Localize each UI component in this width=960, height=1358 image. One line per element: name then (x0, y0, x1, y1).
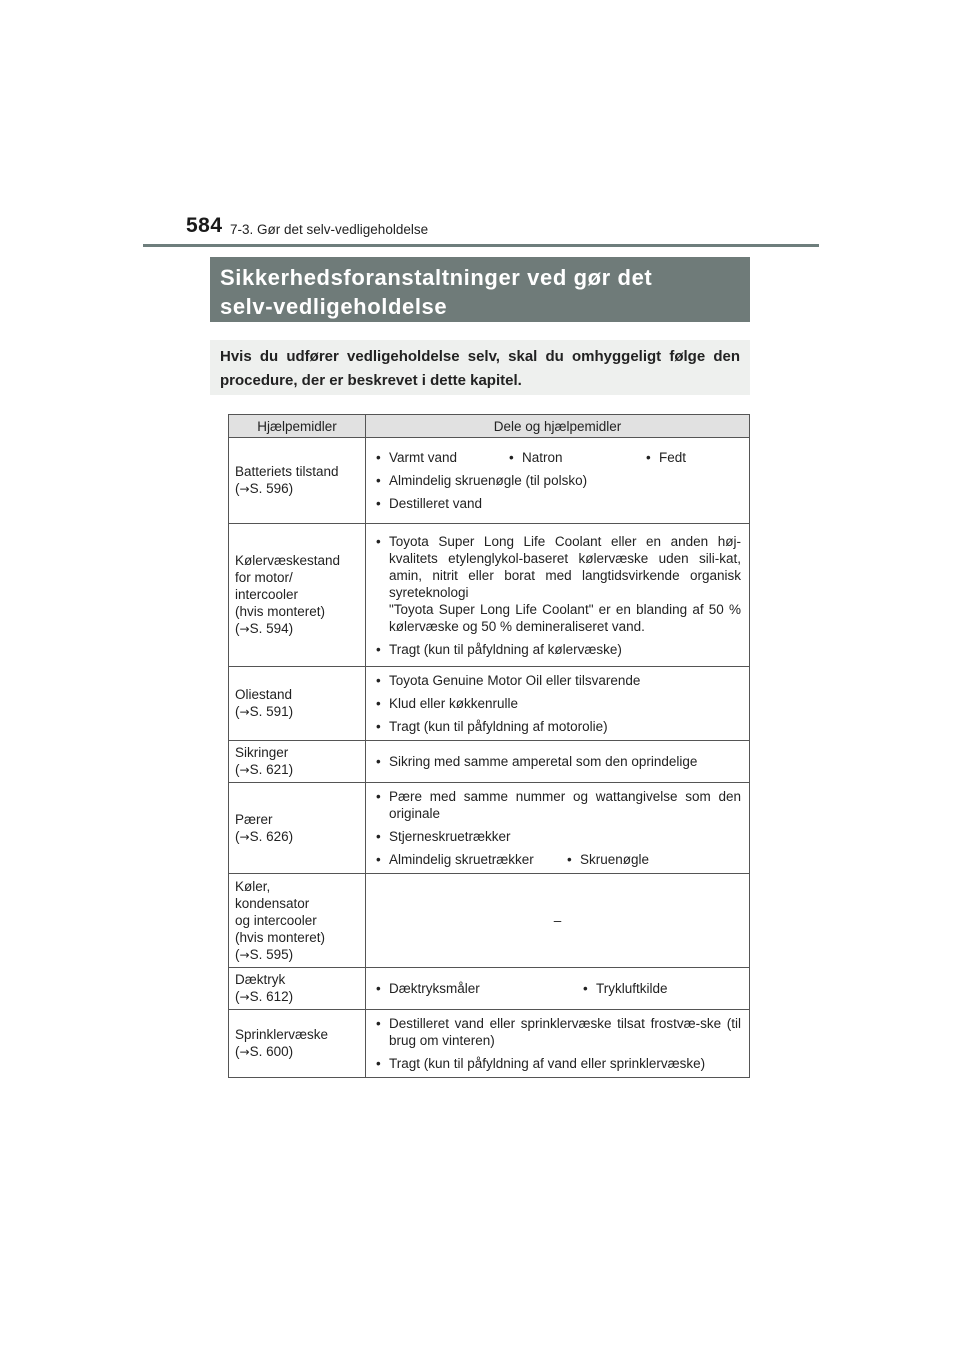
items-cell (366, 1010, 750, 1078)
category-label: Oliestand (235, 687, 293, 702)
items-cell (366, 667, 750, 741)
arrow-right-icon: → (239, 947, 250, 962)
table-header-row (229, 415, 750, 438)
table-row (229, 524, 750, 667)
list-item: • Varmt vand (374, 449, 507, 466)
arrow-right-icon: → (239, 763, 250, 777)
table-row (229, 1010, 750, 1078)
category-label: og intercooler (235, 912, 317, 928)
page-ref: (→S. 594) (235, 621, 294, 636)
list-item: • Destilleret vand (374, 495, 741, 512)
arrow-right-icon: → (239, 622, 250, 636)
category-label: for motor/ (235, 570, 293, 585)
items-cell (366, 741, 750, 783)
table-row (229, 741, 750, 783)
category-cell (229, 783, 366, 874)
table-row (229, 783, 750, 874)
page-ref-text: S. 626 (249, 828, 289, 844)
category-label: intercooler (235, 587, 299, 602)
list-item: • Sikring med samme amperetal som den oprindelige (374, 753, 741, 770)
items-cell (366, 783, 750, 874)
bullet-row (374, 851, 741, 868)
arrow-right-icon: → (239, 829, 250, 844)
header-divider (143, 244, 819, 247)
column-header-parts: Dele og hjælpemidler (366, 415, 750, 438)
section-title-line-2: selv-vedligeholdelse (220, 294, 448, 319)
section-header: 7-3. Gør det selv-vedligeholdelse (230, 222, 429, 237)
category-cell (229, 438, 366, 524)
list-item: • Skruenøgle (565, 851, 649, 868)
items-cell (366, 968, 750, 1010)
list-item: • Toyota Genuine Motor Oil eller tilsvarende (374, 672, 741, 689)
table-row (229, 438, 750, 524)
page-ref: (→S. 591) (235, 704, 294, 719)
page-number: 584 (186, 214, 223, 237)
page-ref-text: S. 596 (249, 481, 289, 496)
list-item: • Pære med samme nummer og wattangivelse som den originale (374, 788, 741, 822)
bullet-row (374, 980, 741, 997)
table-row (229, 968, 750, 1010)
list-item: • Trykluftkilde (581, 980, 668, 997)
list-item: • Klud eller køkkenrulle (374, 695, 741, 712)
arrow-right-icon: → (239, 990, 250, 1004)
page-ref: (→S. 621) (235, 762, 294, 777)
category-label: Sprinklervæske (235, 1027, 329, 1042)
list-item: • Dæktryksmåler (374, 980, 581, 997)
list-item: • Destilleret vand eller sprinklervæske tilsat frostvæ-ske (til brug om vinteren) (374, 1015, 741, 1049)
column-header-tools: Hjælpemidler (229, 415, 366, 438)
list-item: • Tragt (kun til påfyldning af motorolie) (374, 718, 741, 735)
category-label: Batteriets tilstand (235, 464, 339, 479)
page-ref: (→S. 595) (235, 946, 294, 962)
category-label: Køler, (235, 878, 271, 894)
category-label: Kølervæskestand (235, 553, 341, 568)
page-ref-text: S. 591 (249, 704, 289, 719)
list-item: • Almindelig skruenøgle (til polsko) (374, 472, 741, 489)
list-item: • Stjerneskruetrækker (374, 828, 741, 845)
arrow-right-icon: → (239, 482, 250, 496)
category-label: Sikringer (235, 745, 289, 760)
category-label: (hvis monteret) (235, 604, 326, 619)
category-label: Pærer (235, 811, 273, 827)
category-cell (229, 1010, 366, 1078)
page-ref: (→S. 612) (235, 989, 294, 1004)
bullet-row (374, 449, 741, 466)
category-label: Dæktryk (235, 972, 286, 987)
category-cell (229, 741, 366, 783)
intro-text: Hvis du udfører vedligeholdelse selv, skal du omhyggeligt følge den procedure, der er beskrevet i dette kapitel. (210, 340, 750, 395)
list-item-note: "Toyota Super Long Life Coolant" er en blanding af 50 % kølervæske og 50 % demineraliseret vand. (389, 601, 741, 634)
page-ref: (→S. 600) (235, 1044, 294, 1059)
section-title (210, 257, 750, 322)
page-ref: (→S. 626) (235, 828, 294, 844)
tools-table (228, 414, 750, 1078)
category-label: (hvis monteret) (235, 929, 326, 945)
category-cell (229, 667, 366, 741)
empty-cell: – (366, 874, 750, 968)
list-item: • Tragt (kun til påfyldning af kølervæske) (374, 641, 741, 658)
category-cell (229, 524, 366, 667)
table-row (229, 667, 750, 741)
page-ref: (→S. 596) (235, 481, 294, 496)
section-title-line-1: Sikkerhedsforanstaltninger ved gør det (220, 265, 653, 290)
category-label: kondensator (235, 895, 310, 911)
items-cell (366, 524, 750, 667)
page-ref-text: S. 612 (249, 989, 289, 1004)
arrow-right-icon: → (239, 705, 250, 719)
category-cell (229, 968, 366, 1010)
list-item: • Almindelig skruetrækker (374, 851, 565, 868)
list-item (374, 533, 741, 635)
table-row (229, 874, 750, 968)
page-ref-text: S. 595 (249, 946, 289, 962)
page-ref-text: S. 621 (249, 762, 289, 777)
items-cell (366, 438, 750, 524)
list-item-text: Toyota Super Long Life Coolant eller en anden høj-kvalitets etylenglykol-baseret kølervæske uden sili-kat, amin, nitrit eller borat med langtidsvirkende organisk syreteknologi (389, 533, 741, 600)
page-ref-text: S. 600 (249, 1044, 289, 1059)
page-ref-text: S. 594 (249, 621, 289, 636)
arrow-right-icon: → (239, 1045, 250, 1059)
category-cell (229, 874, 366, 968)
list-item: • Fedt (644, 449, 686, 466)
list-item: • Natron (507, 449, 644, 466)
list-item: • Tragt (kun til påfyldning af vand eller sprinklervæske) (374, 1055, 741, 1072)
